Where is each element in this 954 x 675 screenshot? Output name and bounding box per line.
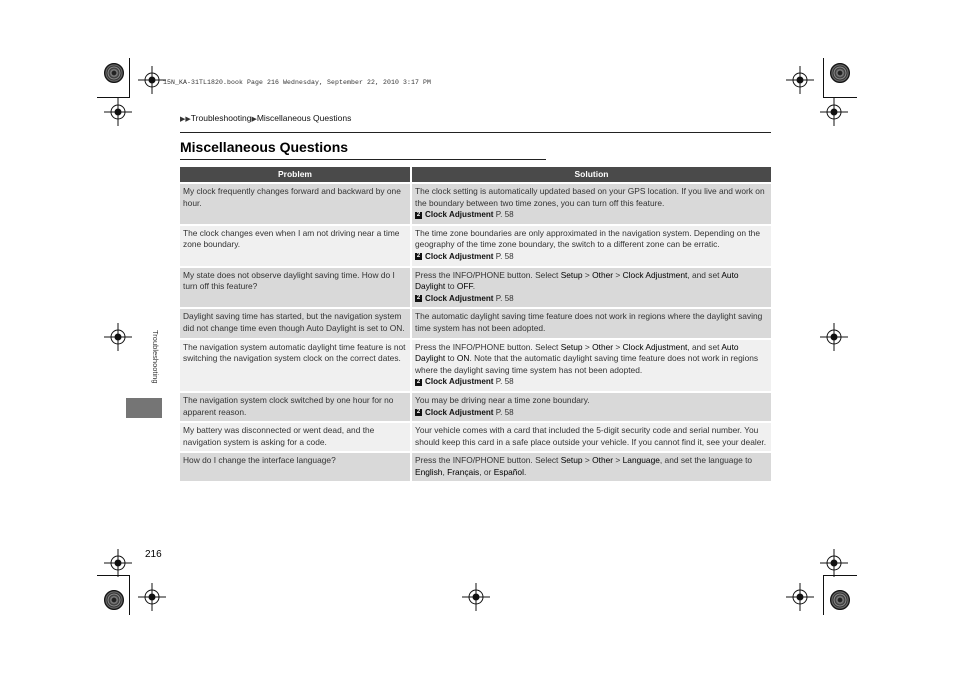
solution-cell xyxy=(411,183,771,225)
solution-text: Press the INFO/PHONE button. Select xyxy=(415,341,561,352)
reference-page: P. 58 xyxy=(495,251,514,261)
solution-text: . xyxy=(472,281,476,292)
solution-text: You may be driving near a time zone boundary. xyxy=(415,394,590,405)
menu-keyword: Other xyxy=(592,341,614,352)
breadcrumb-troubleshooting[interactable]: Troubleshooting xyxy=(190,113,252,123)
solution-text: The clock setting is automatically updated based on your GPS location. If you live and work on the boundary between two time zones, you can turn off this feature. xyxy=(415,186,765,208)
reference-page: P. 58 xyxy=(495,377,514,387)
solution-text: > xyxy=(613,455,623,466)
problem-cell: My clock frequently changes forward and backward by one hour. xyxy=(180,183,411,225)
solution-text: , and set the language to xyxy=(659,455,753,466)
table-row xyxy=(180,225,771,267)
table-header-row xyxy=(180,167,771,183)
column-header-problem: Problem xyxy=(180,167,411,183)
solution-text: Press the INFO/PHONE button. Select xyxy=(415,269,561,280)
menu-keyword: Français xyxy=(447,466,480,477)
table-row xyxy=(180,308,771,338)
table-row xyxy=(180,267,771,309)
registration-mark-icon xyxy=(104,98,132,126)
solution-text: to xyxy=(445,281,457,292)
troubleshooting-table xyxy=(180,167,771,481)
solution-text: > xyxy=(613,269,623,280)
reference-arrow-icon: 2 xyxy=(416,378,421,385)
breadcrumb-current: Miscellaneous Questions xyxy=(256,113,352,123)
reference-page: P. 58 xyxy=(495,293,514,303)
solution-text: The time zone boundaries are only approximated in the navigation system. Depending on the geography of the time zone boundary, the switch to a different zone can be erratic. xyxy=(415,227,760,250)
registration-mark-icon xyxy=(820,98,848,126)
problem-cell: My battery was disconnected or went dead, and the navigation system is asking for a code. xyxy=(180,422,411,452)
table-row xyxy=(180,339,771,392)
solution-text: > xyxy=(613,341,623,352)
table-row xyxy=(180,422,771,452)
problem-cell: My state does not observe daylight saving time. How do I turn off this feature? xyxy=(180,267,411,309)
menu-keyword: Setup xyxy=(560,269,583,280)
problem-cell: Daylight saving time has started, but the navigation system did not change time even though Auto Daylight is set to ON. xyxy=(180,308,411,338)
table-row xyxy=(180,452,771,481)
cross-reference-link[interactable] xyxy=(415,407,768,419)
menu-keyword: Auto Daylight xyxy=(415,269,739,292)
solution-text: > xyxy=(582,269,593,280)
solution-text: , and set xyxy=(687,341,722,352)
registration-mark-icon xyxy=(104,549,132,577)
reference-arrow-icon: 2 xyxy=(416,211,421,218)
registration-mark-icon xyxy=(786,583,814,611)
menu-keyword: Other xyxy=(592,269,614,280)
reference-label: Clock Adjustment xyxy=(425,210,494,220)
reference-label: Clock Adjustment xyxy=(425,377,494,387)
reference-arrow-icon: 2 xyxy=(416,408,421,415)
reference-arrow-icon: 2 xyxy=(416,253,421,260)
menu-keyword: Clock Adjustment xyxy=(622,341,688,352)
top-rule xyxy=(180,132,771,133)
registration-mark-icon xyxy=(820,549,848,577)
registration-mark-icon xyxy=(786,66,814,94)
solution-cell xyxy=(411,308,771,338)
breadcrumb-arrow-icon: ▶ xyxy=(251,116,257,123)
menu-keyword: Other xyxy=(592,455,614,466)
breadcrumb xyxy=(180,113,351,123)
menu-keyword: Español xyxy=(493,466,524,477)
column-header-solution: Solution xyxy=(411,167,771,183)
menu-keyword: OFF xyxy=(456,281,473,292)
solution-text: . Note that the automatic daylight saving time feature does not work in regions where the daylight saving time system has not been adopted. xyxy=(415,353,759,375)
solution-cell xyxy=(411,267,771,309)
breadcrumb-arrow-icon: ▶ xyxy=(180,116,186,123)
solution-cell xyxy=(411,392,771,422)
solution-text: . xyxy=(523,466,527,477)
reference-label: Clock Adjustment xyxy=(425,293,494,303)
menu-keyword: English xyxy=(415,466,443,477)
section-tab xyxy=(126,398,162,418)
cross-reference-link[interactable] xyxy=(415,376,768,388)
menu-keyword: Auto Daylight xyxy=(415,341,739,364)
solution-cell xyxy=(411,225,771,267)
solution-text: , or xyxy=(479,466,494,477)
solution-text: , and set xyxy=(687,269,722,280)
cross-reference-link[interactable] xyxy=(415,209,768,221)
reference-page: P. 58 xyxy=(495,407,514,417)
solution-text: > xyxy=(582,455,593,466)
solution-text: The automatic daylight saving time feature does not work in regions where the daylight saving time system has not been adopted. xyxy=(415,311,763,333)
solution-text: , xyxy=(442,466,448,477)
problem-cell: The navigation system automatic daylight time feature is not switching the navigation system clock on the correct dates. xyxy=(180,339,411,392)
reference-label: Clock Adjustment xyxy=(425,251,494,261)
registration-mark-icon xyxy=(138,66,166,94)
breadcrumb-arrow-icon: ▶ xyxy=(185,116,191,123)
problem-cell: The clock changes even when I am not driving near a time zone boundary. xyxy=(180,225,411,267)
table-row xyxy=(180,392,771,422)
registration-mark-icon xyxy=(820,323,848,351)
title-rule xyxy=(180,159,546,160)
reference-page: P. 58 xyxy=(495,210,514,220)
solution-text: Press the INFO/PHONE button. Select xyxy=(415,455,561,466)
menu-keyword: Language xyxy=(622,455,660,466)
table-row xyxy=(180,183,771,225)
cross-reference-link[interactable] xyxy=(415,293,768,305)
solution-cell xyxy=(411,339,771,392)
problem-cell: The navigation system clock switched by one hour for no apparent reason. xyxy=(180,392,411,422)
menu-keyword: ON xyxy=(456,353,470,364)
solution-text: > xyxy=(582,341,593,352)
solution-cell xyxy=(411,422,771,452)
page-number: 216 xyxy=(145,549,162,560)
solution-text: Your vehicle comes with a card that included the 5-digit security code and serial number. You should keep this card in a safe place outside your vehicle. If you cannot find it, see your dealer. xyxy=(415,425,767,447)
section-side-label: Troubleshooting xyxy=(151,330,160,384)
registration-mark-icon xyxy=(462,583,490,611)
print-header: 15N_KA-31TL1820.book Page 216 Wednesday, September 22, 2010 3:17 PM xyxy=(163,79,432,86)
problem-cell: How do I change the interface language? xyxy=(180,452,411,481)
solution-text: to xyxy=(445,353,457,364)
menu-keyword: Clock Adjustment xyxy=(622,269,688,280)
page-title: Miscellaneous Questions xyxy=(180,139,349,155)
reference-arrow-icon: 2 xyxy=(416,295,421,302)
registration-mark-icon xyxy=(104,323,132,351)
cross-reference-link[interactable] xyxy=(415,251,768,263)
registration-mark-icon xyxy=(138,583,166,611)
menu-keyword: Setup xyxy=(560,455,583,466)
solution-cell xyxy=(411,452,771,481)
menu-keyword: Setup xyxy=(560,341,583,352)
reference-label: Clock Adjustment xyxy=(425,407,494,417)
